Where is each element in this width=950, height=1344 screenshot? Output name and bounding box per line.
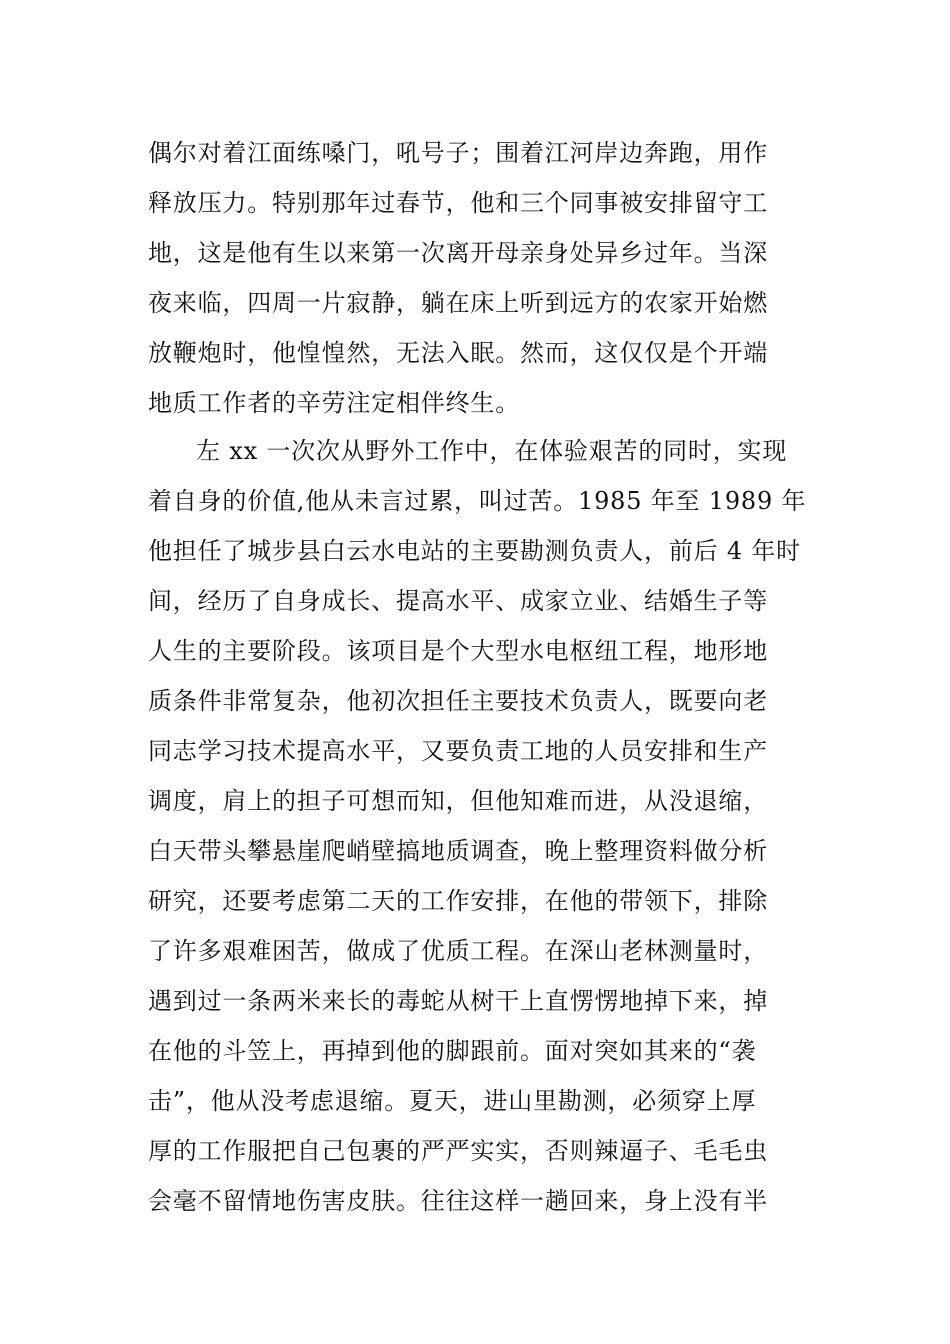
text-line-21: 厚的工作服把自己包裹的严严实实，否则辣逼子、毛毛虫 [148, 1137, 768, 1165]
text-line-20: 击”，他从没考虑退缩。夏天，进山里勘测，必须穿上厚 [148, 1087, 757, 1115]
text-line-15: 白天带头攀悬崖爬峭壁搞地质调查，晚上整理资料做分析 [148, 837, 768, 865]
text-line-12: 质条件非常复杂，他初次担任主要技术负责人，既要向老 [148, 687, 768, 715]
text-line-4: 夜来临，四周一片寂静，躺在床上听到远方的农家开始燃 [148, 289, 768, 317]
text-line-10: 间，经历了自身成长、提高水平、成家立业、结婚生子等 [148, 587, 768, 615]
text-line-14: 调度，肩上的担子可想而知，但他知难而进，从没退缩， [148, 787, 768, 815]
text-line-3: 地，这是他有生以来第一次离开母亲身处异乡过年。当深 [148, 239, 768, 267]
text-line-9: 他担任了城步县白云水电站的主要勘测负责人，前后 4 年时 [148, 537, 801, 565]
text-line-8: 着自身的价值,他从未言过累，叫过苦。1985 年至 1989 年 [148, 487, 807, 515]
text-line-11: 人生的主要阶段。该项目是个大型水电枢纽工程，地形地 [148, 637, 768, 665]
text-line-16: 研究，还要考虑第二天的工作安排，在他的带领下，排除 [148, 887, 768, 915]
text-line-22: 会毫不留情地伤害皮肤。往往这样一趟回来，身上没有半 [148, 1187, 768, 1215]
text-line-17: 了许多艰难困苦，做成了优质工程。在深山老林测量时， [148, 937, 768, 965]
text-line-18: 遇到过一条两米来长的毒蛇从树干上直愣愣地掉下来，掉 [148, 987, 768, 1015]
text-line-6: 地质工作者的辛劳注定相伴终生。 [148, 389, 520, 417]
text-line-13: 同志学习技术提高水平，又要负责工地的人员安排和生产 [148, 737, 768, 765]
text-line-19: 在他的斗笠上，再掉到他的脚跟前。面对突如其来的“袭 [148, 1037, 757, 1065]
text-line-5: 放鞭炮时，他惶惶然，无法入眠。然而，这仅仅是个开端 [148, 339, 768, 367]
text-line-2: 释放压力。特别那年过春节，他和三个同事被安排留守工 [148, 189, 768, 217]
text-line-1: 偶尔对着江面练嗓门，吼号子；围着江河岸边奔跑，用作 [148, 139, 768, 167]
paragraph-start-line: 左 xx 一次次从野外工作中，在体验艰苦的同时，实现 [196, 437, 788, 465]
